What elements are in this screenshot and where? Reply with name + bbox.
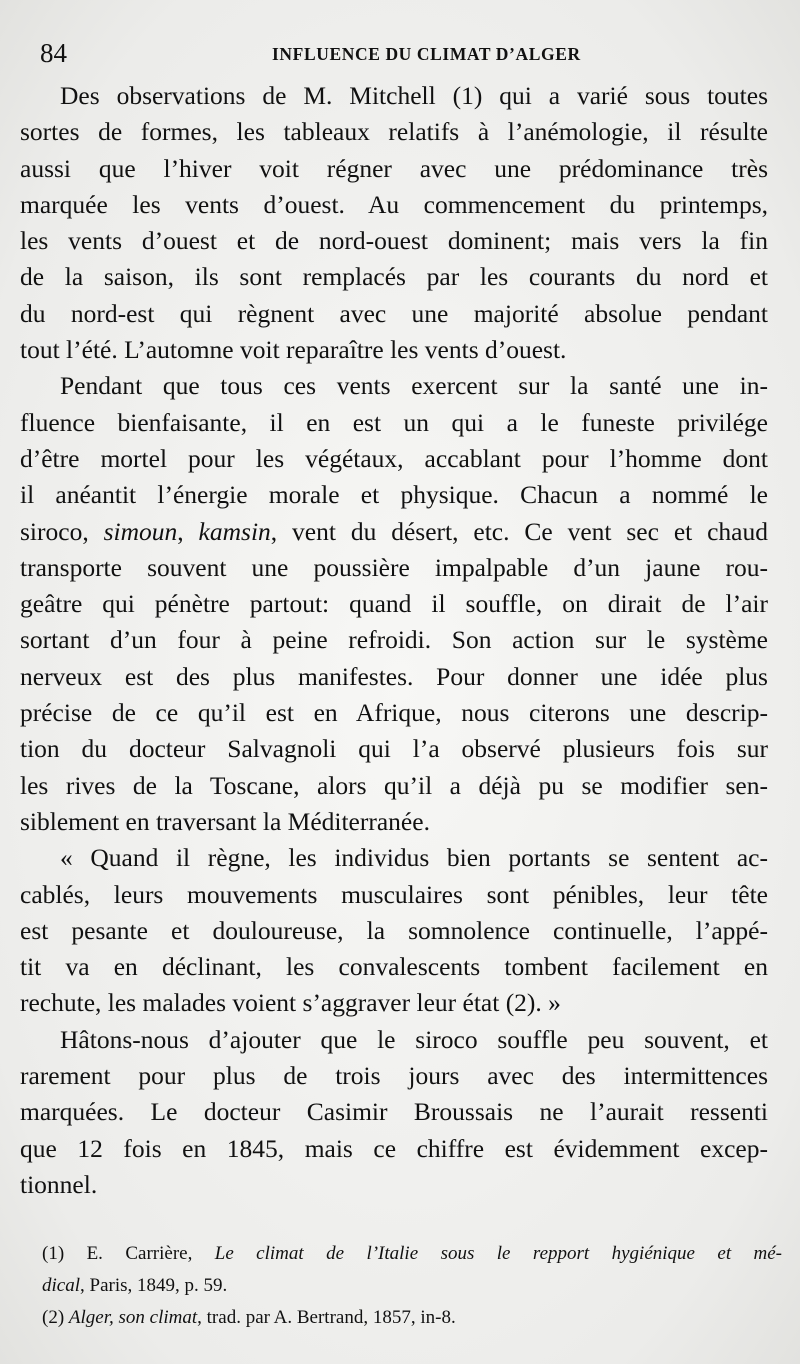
text-line: de la saison, ils sont remplacés par les courants du nord et	[20, 262, 768, 292]
footnote-marker: (2)	[42, 1307, 65, 1328]
text-line-with-italics	[20, 514, 768, 550]
footnotes	[42, 1238, 782, 1334]
footnote-1-continued	[0, 1270, 782, 1302]
text-line: tit va en déclinant, les convalescents tombent facilement en	[20, 952, 768, 982]
text-line: aussi que l’hiver voit régner avec une prédominance très	[20, 153, 768, 183]
text-line: il anéantit l’énergie morale et physique. Chacun a nommé le	[20, 480, 768, 510]
text-line: les vents d’ouest et de nord-ouest dominent; mais vers la fin	[20, 226, 768, 256]
running-head	[40, 38, 770, 68]
footnote-title: Le climat de l’Italie sous le repport hygiénique et mé-	[214, 1243, 782, 1264]
text-line: sortes de formes, les tableaux relatifs à l’anémologie, il résulte	[20, 117, 768, 147]
text-line: cablés, leurs mouvements musculaires sont pénibles, leur tête	[20, 879, 768, 909]
footnote-1	[42, 1238, 782, 1270]
text-line: transporte souvent une poussière impalpable d’un jaune rou-	[20, 552, 768, 582]
text-line: que 12 fois en 1845, mais ce chiffre est évidemment excep-	[20, 1133, 768, 1163]
footnote-2	[42, 1302, 782, 1334]
text-line: nerveux est des plus manifestes. Pour donner une idée plus	[20, 661, 768, 691]
text-line: rechute, les malades voient s’aggraver leur état (2). »	[20, 988, 561, 1018]
footnote-title: dical	[42, 1275, 80, 1296]
text-run: ,	[177, 516, 199, 546]
page-number: 84	[40, 38, 67, 68]
running-title: INFLUENCE DU CLIMAT D’ALGER	[272, 44, 581, 64]
footnote-marker: (1)	[42, 1243, 65, 1264]
text-line: « Quand il règne, les individus bien portants se sentent ac-	[60, 843, 768, 873]
text-line: précise de ce qu’il est en Afrique, nous citerons une descrip-	[20, 698, 768, 728]
text-run: , vent du désert, etc. Ce vent sec et chaud	[270, 516, 769, 546]
text-line: Des observations de M. Mitchell (1) qui a varié sous toutes	[60, 81, 768, 110]
text-line: fluence bienfaisante, il en est un qui a le funeste privilége	[20, 407, 768, 437]
footnote-title: Alger, son climat	[68, 1307, 198, 1328]
text-line: rarement pour plus de trois jours avec des intermittences	[20, 1061, 768, 1091]
text-line: tion du docteur Salvagnoli qui l’a observé plusieurs fois sur	[20, 734, 768, 764]
text-line: Hâtons-nous d’ajouter que le siroco souffle peu souvent, et	[60, 1024, 768, 1054]
text-line: les rives de la Toscane, alors qu’il a déjà pu se modifier sen-	[20, 770, 768, 800]
italic-term: simoun	[103, 516, 178, 546]
text-line: sortant d’un four à peine refroidi. Son action sur le système	[20, 625, 768, 655]
text-line: du nord-est qui règnent avec une majorité absolue pendant	[20, 298, 768, 328]
text-line: d’être mortel pour les végétaux, accablant pour l’homme dont	[20, 443, 768, 473]
text-line: siblement en traversant la Méditerranée.	[20, 806, 430, 836]
footnote-author: E. Carrière,	[86, 1243, 193, 1264]
text-line: marquées. Le docteur Casimir Broussais ne l’aurait ressenti	[20, 1097, 768, 1127]
text-line: geâtre qui pénètre partout: quand il souffle, on dirait de l’air	[20, 589, 768, 619]
text-line: marquée les vents d’ouest. Au commencement du printemps,	[20, 189, 768, 219]
body-text	[20, 78, 768, 1203]
text-line: est pesante et douloureuse, la somnolence continuelle, l’appé-	[20, 915, 768, 945]
footnote-text: , trad. par A. Bertrand, 1857, in-8.	[197, 1307, 456, 1328]
text-line: tout l’été. L’automne voit reparaître les vents d’ouest.	[20, 335, 567, 365]
text-line: tionnel.	[20, 1169, 98, 1199]
italic-term: kamsin	[198, 516, 271, 546]
text-run: siroco,	[20, 516, 104, 546]
footnote-text: , Paris, 1849, p. 59.	[80, 1275, 228, 1296]
text-line: Pendant que tous ces vents exercent sur la santé une in-	[60, 371, 768, 401]
